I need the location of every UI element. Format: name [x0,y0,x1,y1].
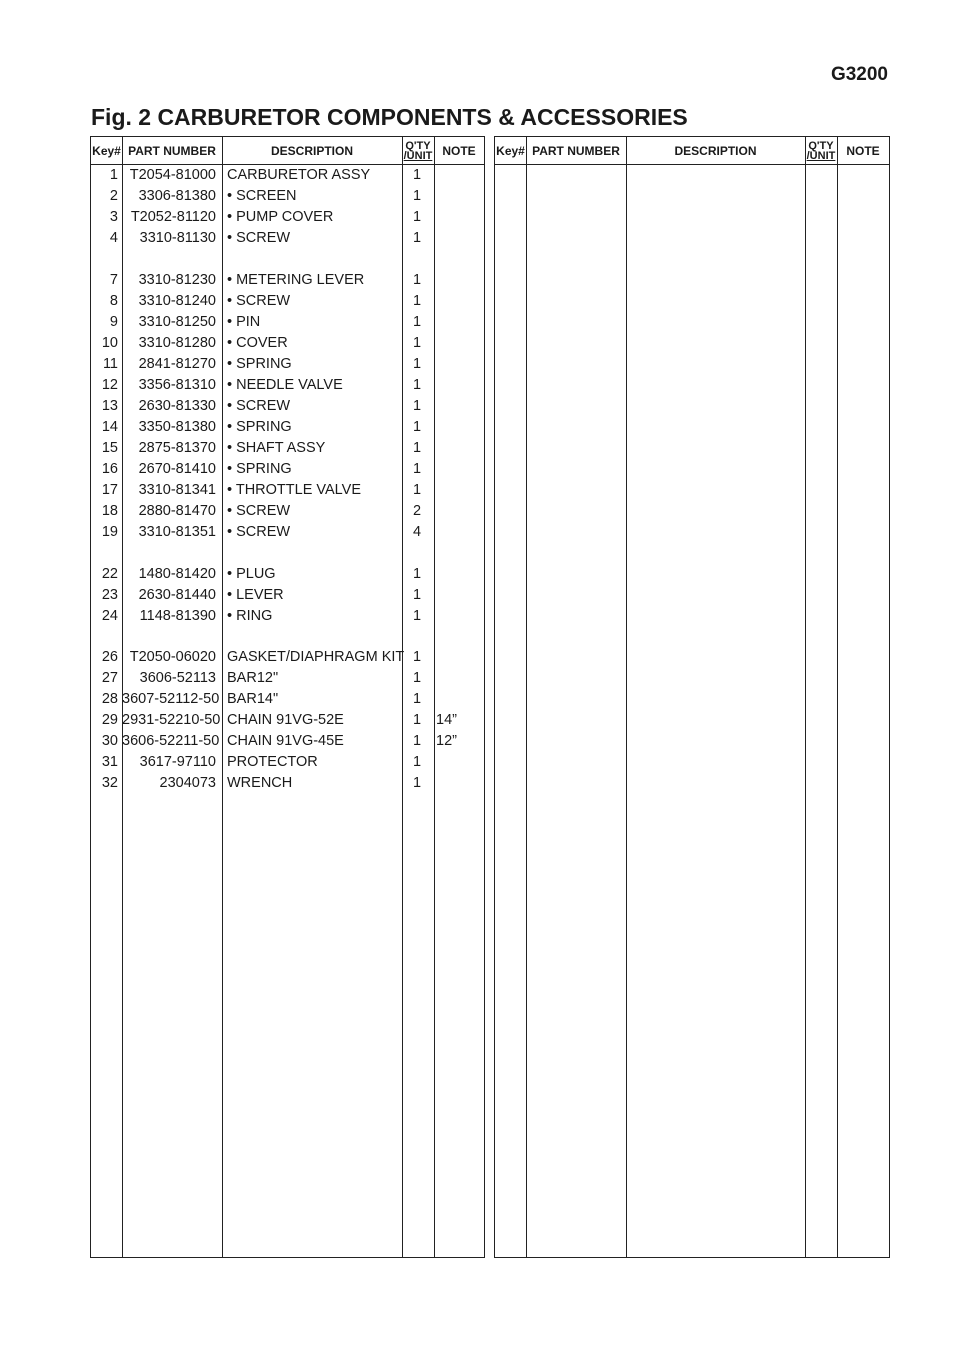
row-qty: 1 [412,188,422,204]
row-description: • SCREEN [227,188,297,204]
row-part-number: 3617-97110 [139,754,216,770]
row-part-number: 2304073 [159,775,216,791]
row-description: CARBURETOR ASSY [227,167,371,183]
row-description: BAR14" [227,691,279,707]
row-part-number: 2670-81410 [138,461,216,477]
row-key: 28 [101,691,118,707]
row-part-number: 3310-81240 [138,293,216,309]
row-key: 9 [109,314,118,330]
row-qty: 1 [412,670,422,686]
row-part-number: 1480-81420 [138,566,216,582]
row-part-number: 3350-81380 [138,419,216,435]
row-qty: 1 [412,566,422,582]
row-key: 22 [101,566,118,582]
row-part-number: 3606-52113 [139,670,216,686]
table-row [91,207,484,228]
row-key: 17 [101,482,118,498]
row-key: 7 [109,272,118,288]
row-qty: 1 [412,733,422,749]
table-row [91,459,484,480]
row-key: 19 [101,524,118,540]
row-qty: 1 [412,293,422,309]
row-qty: 1 [412,356,422,372]
table-row [91,375,484,396]
row-key: 3 [109,209,118,225]
row-part-number: 3306-81380 [138,188,216,204]
header-part-number: PART NUMBER [532,143,620,158]
row-part-number: 2875-81370 [138,440,216,456]
row-qty: 2 [412,503,422,519]
header-key: Key# [496,143,525,158]
row-description: BAR12" [227,670,279,686]
row-description: GASKET/DIAPHRAGM KIT [227,649,405,665]
row-part-number: 1148-81390 [139,608,216,624]
row-part-number: 3310-81341 [138,482,216,498]
row-key: 29 [101,712,118,728]
column-divider [805,137,806,1257]
row-description: • COVER [227,335,288,351]
table-row [91,270,484,291]
table-row [91,606,484,627]
row-description: • PUMP COVER [227,209,334,225]
row-description: • SCREW [227,230,291,246]
row-part-number: T2050-06020 [129,649,216,665]
header-divider [495,164,889,165]
header-part-number: PART NUMBER [128,143,216,158]
row-key: 18 [101,503,118,519]
row-part-number: 3310-81230 [138,272,216,288]
header-qty-line1: Q'TY [808,139,834,152]
row-key: 13 [101,398,118,414]
row-key: 10 [101,335,118,351]
header-qty-line2: /UNIT [403,149,433,162]
row-part-number: T2054-81000 [129,167,216,183]
table-row [91,354,484,375]
row-key: 30 [101,733,118,749]
row-description: • RING [227,608,273,624]
row-key: 32 [101,775,118,791]
model-number: G3200 [830,64,888,85]
page-title: Fig. 2 CARBURETOR COMPONENTS & ACCESSORIES [91,104,688,130]
row-qty: 1 [412,608,422,624]
row-key: 14 [101,419,118,435]
header-qty-line2: /UNIT [806,149,836,162]
header-key: Key# [92,143,121,158]
row-description: • SCREW [227,398,291,414]
header-description: DESCRIPTION [674,143,757,158]
row-key: 27 [101,670,118,686]
row-description: • SPRING [227,461,292,477]
row-part-number: 3310-81250 [138,314,216,330]
row-qty: 1 [412,587,422,603]
row-note: 14” [436,712,457,728]
row-qty: 4 [412,524,422,540]
row-key: 12 [101,377,118,393]
row-qty: 1 [412,335,422,351]
table-row [91,501,484,522]
table-row [91,731,484,752]
row-qty: 1 [412,272,422,288]
parts-table-right [494,136,890,1258]
column-divider [626,137,627,1257]
table-row [91,585,484,606]
table-row [91,417,484,438]
table-row [91,564,484,585]
row-description: • METERING LEVER [227,272,365,288]
row-qty: 1 [412,209,422,225]
row-key: 24 [101,608,118,624]
row-part-number: 2630-81440 [138,587,216,603]
header-note: NOTE [442,143,476,158]
row-part-number: 3310-81130 [139,230,216,246]
row-description: • THROTTLE VALVE [227,482,361,498]
table-row [91,773,484,794]
column-divider [837,137,838,1257]
table-row [91,438,484,459]
row-description: • SCREW [227,524,291,540]
row-qty: 1 [412,712,422,728]
row-qty: 1 [412,754,422,770]
header-note: NOTE [846,143,880,158]
row-description: • SCREW [227,503,291,519]
table-row [91,689,484,710]
parts-table-left [90,136,485,1258]
row-part-number: 2630-81330 [138,398,216,414]
row-qty: 1 [412,167,422,183]
row-qty: 1 [412,440,422,456]
row-qty: 1 [412,419,422,435]
row-qty: 1 [412,649,422,665]
row-description: • LEVER [227,587,284,603]
row-key: 2 [109,188,118,204]
row-description: CHAIN 91VG-52E [227,712,344,728]
row-description: CHAIN 91VG-45E [227,733,344,749]
table-row [91,396,484,417]
table-row [91,752,484,773]
row-description: • SPRING [227,419,292,435]
row-description: • PIN [227,314,261,330]
row-qty: 1 [412,461,422,477]
row-key: 8 [109,293,118,309]
row-qty: 1 [412,398,422,414]
row-note: 12” [436,733,457,749]
row-key: 31 [101,754,118,770]
row-part-number: 3310-81280 [138,335,216,351]
table-row [91,228,484,249]
table-row [91,710,484,731]
table-row [91,480,484,501]
table-row [91,186,484,207]
table-row [91,522,484,543]
row-part-number: 3310-81351 [138,524,216,540]
row-description: WRENCH [227,775,293,791]
row-part-number: 3356-81310 [138,377,216,393]
row-key: 1 [109,167,118,183]
row-part-number: 2931-52210-50 [122,712,221,728]
row-key: 26 [101,649,118,665]
header-qty-line1: Q'TY [405,139,431,152]
column-divider [526,137,527,1257]
row-qty: 1 [412,691,422,707]
row-description: • SHAFT ASSY [227,440,326,456]
table-row [91,165,484,186]
row-description: • PLUG [227,566,276,582]
row-key: 16 [101,461,118,477]
row-key: 15 [101,440,118,456]
row-key: 23 [101,587,118,603]
row-description: • NEEDLE VALVE [227,377,343,393]
row-description: • SCREW [227,293,291,309]
row-description: PROTECTOR [227,754,318,770]
table-row [91,333,484,354]
row-qty: 1 [412,314,422,330]
table-row [91,668,484,689]
table-row [91,647,484,668]
row-part-number: 2841-81270 [138,356,216,372]
row-key: 11 [102,356,118,372]
row-qty: 1 [412,377,422,393]
header-qty [805,137,837,164]
row-part-number: T2052-81120 [130,209,216,225]
row-qty: 1 [412,775,422,791]
row-part-number: 3606-52211-50 [122,733,220,749]
row-part-number: 3607-52112-50 [122,691,220,707]
row-qty: 1 [412,230,422,246]
row-qty: 1 [412,482,422,498]
table-row [91,312,484,333]
header-description: DESCRIPTION [270,143,353,158]
row-part-number: 2880-81470 [138,503,216,519]
row-description: • SPRING [227,356,292,372]
row-key: 4 [109,230,118,246]
table-row [91,291,484,312]
header-qty [402,137,434,164]
